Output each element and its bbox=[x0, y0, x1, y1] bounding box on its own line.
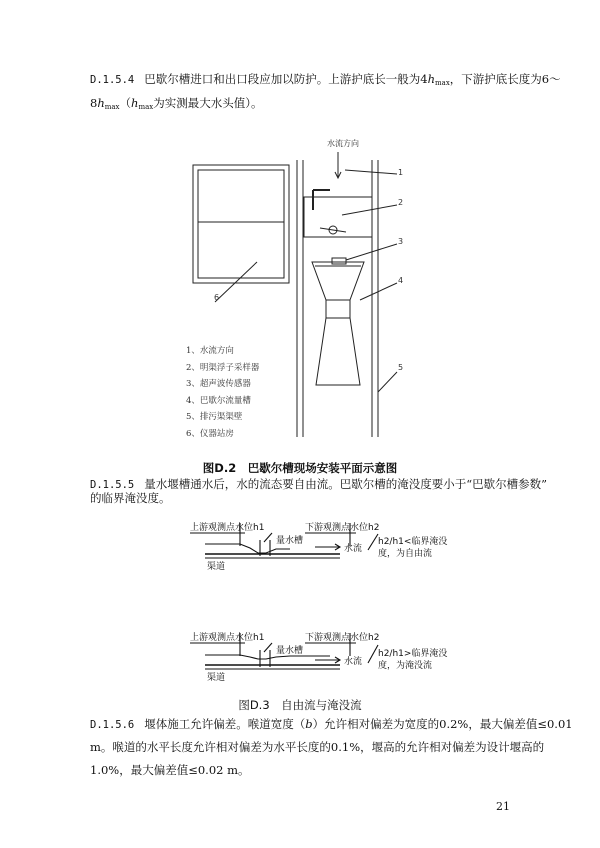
downstream-label: 下游观测点水位h2 bbox=[305, 523, 380, 533]
channel-label: 渠道 bbox=[207, 562, 226, 572]
paragraph-d156-line2 bbox=[90, 735, 544, 759]
legend-item: 4、巴歇尔流量槽 bbox=[186, 395, 251, 406]
h-symbol: h bbox=[131, 96, 139, 110]
text: ）允许相对偏差为宽度的0.2%，最大偏差值≤0.01 bbox=[312, 717, 573, 731]
figure-d2-caption: 图D.2 巴歇尔槽现场安装平面示意图 bbox=[202, 461, 398, 475]
page-number: 21 bbox=[496, 800, 510, 813]
condition-note-2: 度，为淹没流 bbox=[378, 661, 433, 671]
legend-item: 6、仪器站房 bbox=[186, 428, 234, 439]
h-symbol: h bbox=[97, 96, 105, 110]
marker-6: 6 bbox=[214, 293, 220, 302]
subscript: max bbox=[435, 79, 450, 87]
legend-item: 2、明渠浮子采样器 bbox=[186, 362, 260, 373]
legend-item: 3、超声波传感器 bbox=[186, 379, 251, 389]
text: 的临界淹没度。 bbox=[90, 491, 171, 505]
text: 巴歇尔槽进口和出口段应加以防护。上游护底长一般为4 bbox=[144, 72, 428, 86]
weir-label: 量水槽 bbox=[276, 646, 304, 656]
marker-5: 5 bbox=[398, 363, 404, 372]
flow-label: 水流 bbox=[344, 544, 363, 554]
subscript: max bbox=[138, 103, 154, 111]
text: 量水堰槽通水后，水的流态要自由流。巴歇尔槽的淹没度要小于“巴歇尔槽参数” bbox=[144, 477, 548, 491]
text: 1.0%，最大偏差值≤0.02 m。 bbox=[90, 763, 250, 777]
paragraph-d156-line1 bbox=[90, 712, 573, 737]
upstream-label: 上游观测点水位h1 bbox=[190, 523, 265, 533]
figure-d3-caption: 图D.3 自由流与淹没流 bbox=[238, 698, 362, 712]
marker-4: 4 bbox=[398, 276, 404, 285]
text: 为实测最大水头值）。 bbox=[153, 96, 263, 110]
text: （ bbox=[119, 96, 132, 110]
text: m。喉道的水平长度允许相对偏差为水平长度的0.1%，堰高的允许相对偏差为设计堰高的 bbox=[90, 740, 545, 754]
section-number: D.1.5.6 bbox=[90, 719, 135, 731]
text: 堰体施工允许偏差。喉道宽度（ bbox=[144, 717, 306, 731]
flow-direction-label: 水流方向 bbox=[327, 139, 359, 148]
section-number: D.1.5.4 bbox=[90, 74, 135, 86]
condition-note-1: h2/h1>临界淹没 bbox=[378, 649, 448, 659]
paragraph-d156-line3 bbox=[90, 758, 250, 782]
weir-label: 量水槽 bbox=[276, 536, 304, 546]
b-symbol: b bbox=[305, 717, 313, 731]
upstream-label: 上游观测点水位h1 bbox=[190, 633, 265, 643]
downstream-label: 下游观测点水位h2 bbox=[305, 633, 380, 643]
marker-1: 1 bbox=[398, 168, 404, 177]
condition-note-1: h2/h1<临界淹没 bbox=[378, 537, 448, 547]
flow-label: 水流 bbox=[344, 657, 363, 667]
text: 8 bbox=[90, 96, 98, 110]
legend-item: 1、水流方向 bbox=[186, 346, 234, 356]
text: ，下游护底长度为6～ bbox=[449, 72, 561, 86]
subscript: max bbox=[104, 103, 120, 111]
channel-label: 渠道 bbox=[207, 673, 226, 683]
submerged-flow-labels bbox=[190, 631, 447, 683]
section-number: D.1.5.5 bbox=[90, 479, 135, 491]
h-symbol: h bbox=[427, 72, 436, 86]
legend-item: 5、排污渠渠壁 bbox=[186, 412, 243, 422]
condition-note-2: 度，为自由流 bbox=[378, 549, 433, 559]
marker-3: 3 bbox=[398, 237, 404, 246]
marker-2: 2 bbox=[398, 198, 404, 207]
